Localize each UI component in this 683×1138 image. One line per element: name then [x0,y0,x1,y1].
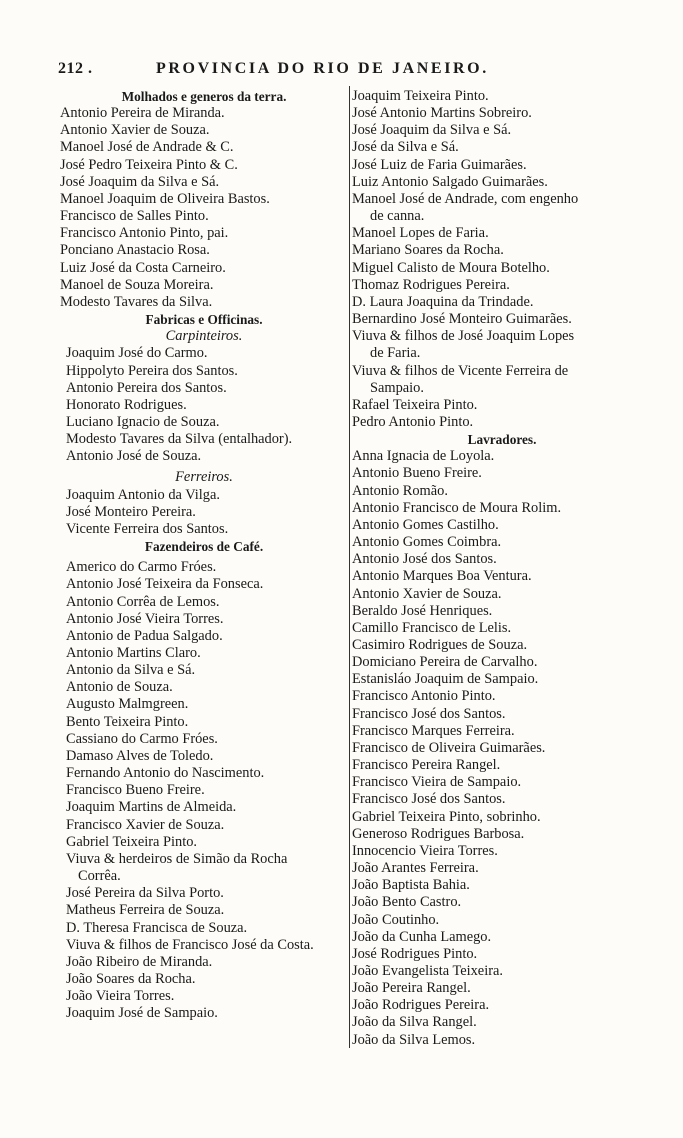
list-item: D. Laura Joaquina da Trindade. [352,293,534,310]
list-item: Antonio Bueno Freire. [352,465,482,482]
section-heading-molhados: Molhados e generos da terra. [121,89,287,104]
list-item: Francisco Vieira de Sampaio. [352,774,522,791]
list-item: Miguel Calisto de Moura Botelho. [352,259,550,276]
list-item: D. Theresa Francisca de Souza. [66,919,248,936]
list-item: Manoel José de Andrade & C. [60,139,234,156]
list-item: José da Silva e Sá. [352,139,459,156]
fazendeiros-continued-list [352,88,652,431]
list-item: Domiciano Pereira de Carvalho. [352,654,538,671]
list-item: Gabriel Teixeira Pinto, sobrinho. [352,808,541,825]
list-item: Viuva & filhos de Francisco José da Costa. [66,936,314,953]
list-item: Manoel José de Andrade, com engenho [352,190,579,207]
list-item-continuation: de Faria. [370,345,421,362]
list-item: Viuva & filhos de José Joaquim Lopes [352,328,575,345]
list-item: Generoso Rodrigues Barbosa. [352,825,525,842]
list-item: José Monteiro Pereira. [66,503,196,520]
column-divider [349,86,350,1048]
subheading-ferreiros: Ferreiros. [175,469,233,486]
list-item: Modesto Tavares da Silva (entalhador). [66,431,293,448]
list-item: Antonio Xavier de Souza. [60,122,210,139]
list-item: Antonio José de Souza. [66,448,202,465]
fazendeiros-list [60,559,348,1022]
page-header [58,60,638,82]
list-item: Antonio Gomes Castilho. [352,516,499,533]
carpinteiros-list [60,345,348,465]
list-item: João Evangelista Teixeira. [352,962,503,979]
list-item: Antonio Marques Boa Ventura. [352,568,532,585]
list-item: Mariano Soares da Rocha. [352,242,504,259]
section-heading-fabricas: Fabricas e Officinas. [145,312,263,328]
list-item: Pedro Antonio Pinto. [352,413,474,430]
list-item: Joaquim José de Sampaio. [66,1005,218,1022]
right-column [352,88,652,1049]
list-item: Luiz José da Costa Carneiro. [60,259,226,276]
list-item: Gabriel Teixeira Pinto. [66,833,198,850]
section-heading-fazendeiros: Fazendeiros de Café. [144,539,264,555]
list-item: João Rodrigues Pereira. [352,997,490,1014]
list-item: Joaquim Martins de Almeida. [66,799,237,816]
list-item: João Coutinho. [352,911,440,928]
list-item: Americo do Carmo Fróes. [66,559,217,576]
list-item: Joaquim José do Carmo. [66,345,208,362]
list-item: Luiz Antonio Salgado Guimarães. [352,173,548,190]
list-item: Honorato Rodrigues. [66,396,187,413]
list-item: João da Silva Rangel. [352,1014,477,1031]
list-item: Francisco José dos Santos. [352,791,506,808]
list-item: Francisco Antonio Pinto. [352,688,496,705]
list-item: Joaquim Teixeira Pinto. [352,88,489,104]
list-item: Modesto Tavares da Silva. [60,293,213,310]
lavradores-list [352,448,652,1048]
list-item: Antonio de Padua Salgado. [66,627,223,644]
list-item: Francisco Xavier de Souza. [66,816,225,833]
list-item: Antonio José Teixeira da Fonseca. [66,576,264,593]
list-item: Fernando Antonio do Nascimento. [66,765,265,782]
list-item: Antonio Martins Claro. [66,645,201,661]
list-item: Antonio da Silva e Sá. [66,662,196,679]
list-item: João Ribeiro de Miranda. [66,953,213,970]
list-item: Matheus Ferreira de Souza. [66,902,225,919]
list-item: Hippolyto Pereira dos Santos. [66,362,238,379]
list-item: Innocencio Vieira Torres. [352,842,498,859]
list-item: Thomaz Rodrigues Pereira. [352,276,510,293]
list-item: Antonio Romão. [352,482,448,499]
molhados-list [60,105,348,311]
list-item: Estanisláo Joaquim de Sampaio. [352,671,539,688]
list-item-continuation: de canna. [370,208,425,225]
list-item: Francisco Antonio Pinto, pai. [60,225,229,242]
list-item: Bernardino José Monteiro Guimarães. [352,311,572,328]
list-item: José Antonio Martins Sobreiro. [352,105,532,122]
list-item: Ponciano Anastacio Rosa. [60,242,210,259]
list-item: Luciano Ignacio de Souza. [66,413,220,430]
list-item: Bento Teixeira Pinto. [66,713,189,730]
list-item: Damaso Alves de Toledo. [66,747,214,764]
list-item: João da Silva Lemos. [352,1031,476,1048]
list-item: Augusto Malmgreen. [66,696,189,713]
list-item: Manoel Lopes de Faria. [352,225,489,242]
list-item: Francisco Bueno Freire. [66,782,205,799]
list-item: Antonio Pereira dos Santos. [66,379,227,396]
list-item: José Pereira da Silva Porto. [66,885,224,902]
list-item: João Arantes Ferreira. [352,860,479,877]
list-item: Rafael Teixeira Pinto. [352,396,478,413]
list-item: Camillo Francisco de Lelis. [352,619,512,636]
list-item: João Baptista Bahia. [352,877,470,894]
list-item: Vicente Ferreira dos Santos. [66,520,229,537]
list-item: Antonio Corrêa de Lemos. [66,593,220,610]
list-item: Francisco Pereira Rangel. [352,757,501,774]
list-item: João Soares da Rocha. [66,970,196,987]
list-item: Casimiro Rodrigues de Souza. [352,637,528,653]
list-item: João Pereira Rangel. [352,980,471,997]
list-item: José Joaquim da Silva e Sá. [60,173,220,190]
list-item-continuation: Corrêa. [78,868,121,885]
list-item: Antonio Xavier de Souza. [352,585,502,602]
left-column [60,88,348,1022]
list-item: José Joaquim da Silva e Sá. [352,122,512,139]
list-item: Antonio Pereira de Miranda. [60,105,225,122]
page-number: 212 . [58,60,93,77]
list-item: Antonio Gomes Coimbra. [352,534,502,551]
list-item: Francisco Marques Ferreira. [352,722,515,739]
list-item: José Luiz de Faria Guimarães. [352,156,527,173]
list-item: Francisco José dos Santos. [352,705,506,722]
list-item: Manoel de Souza Moreira. [60,276,214,293]
list-item: João Bento Castro. [352,894,462,911]
list-item: José Rodrigues Pinto. [352,945,478,962]
list-item: Antonio José Vieira Torres. [66,610,224,627]
list-item: Beraldo José Henriques. [352,602,493,619]
list-item: Francisco de Oliveira Guimarães. [352,739,546,756]
list-item: Anna Ignacia de Loyola. [352,448,495,465]
list-item: Viuva & filhos de Vicente Ferreira de [352,362,569,379]
list-item: Antonio de Souza. [66,679,173,696]
subheading-carpinteiros: Carpinteiros. [165,328,243,345]
list-item: Joaquim Antonio da Vilga. [66,486,220,503]
list-item: Manoel Joaquim de Oliveira Bastos. [60,190,270,207]
list-item: Viuva & herdeiros de Simão da Rocha [66,850,288,867]
list-item: Francisco de Salles Pinto. [60,208,209,225]
list-item: Cassiano do Carmo Fróes. [66,730,218,747]
list-item: Antonio José dos Santos. [352,551,497,568]
list-item: José Pedro Teixeira Pinto & C. [60,156,238,173]
list-item: João Vieira Torres. [66,988,175,1005]
ferreiros-list [60,487,348,538]
list-item: João da Cunha Lamego. [352,928,492,945]
page-title: PROVINCIA DO RIO DE JANEIRO. [156,60,489,77]
list-item: Antonio Francisco de Moura Rolim. [352,499,562,516]
list-item-continuation: Sampaio. [370,379,424,396]
section-heading-lavradores: Lavradores. [467,432,537,448]
